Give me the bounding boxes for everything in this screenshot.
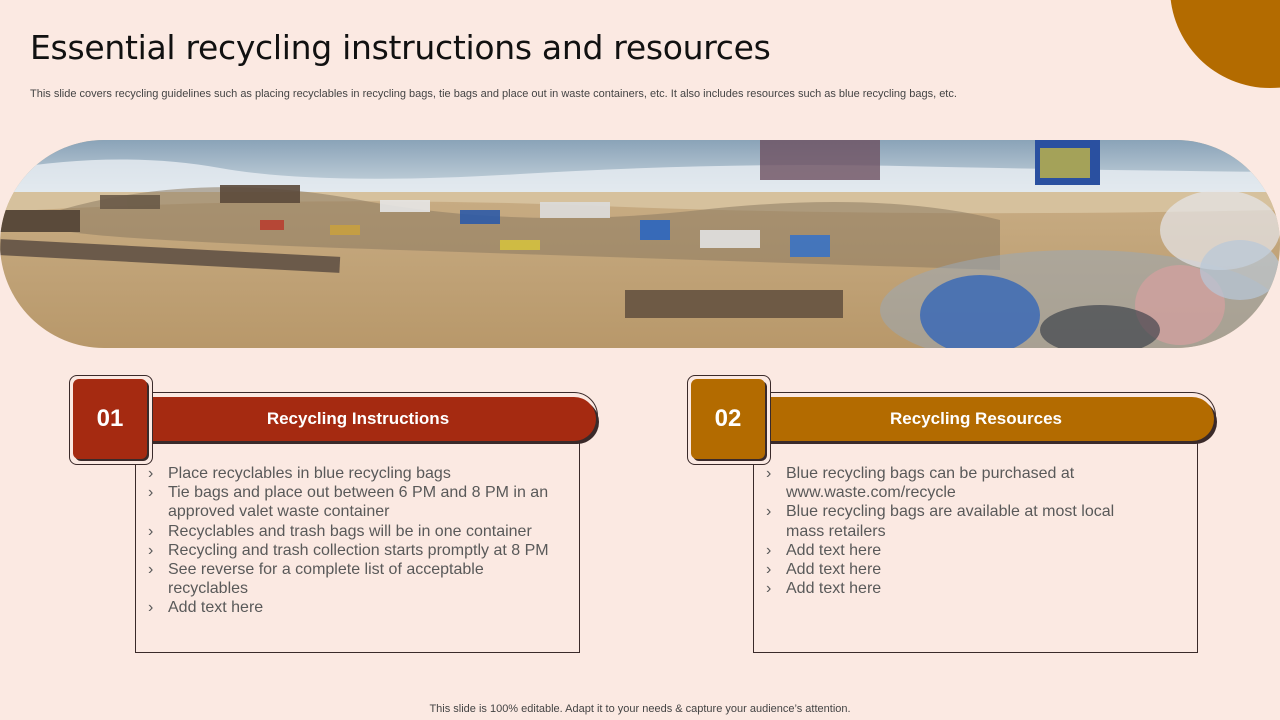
list-item: › Add text here	[148, 598, 568, 617]
list-item: › Blue recycling bags are available at most local mass retailers	[766, 502, 1126, 540]
slide-footer: This slide is 100% editable. Adapt it to your needs & capture your audience’s attention.	[429, 703, 851, 715]
slide-title: Essential recycling instructions and resources	[30, 28, 771, 67]
list-item: › Add text here	[766, 579, 1126, 598]
list-item: › Recyclables and trash bags will be in one container	[148, 522, 568, 541]
slide-subtitle: This slide covers recycling guidelines such as placing recyclables in recycling bags, tie bags and place out in waste containers, etc. It also includes resources such as blue recycling bags, etc.	[30, 88, 957, 100]
list-item: › Place recyclables in blue recycling bags	[148, 464, 568, 483]
list-item: › Recycling and trash collection starts promptly at 8 PM	[148, 541, 568, 560]
list-item: › Tie bags and place out between 6 PM and 8 PM in an approved valet waste container	[148, 483, 568, 521]
number-badge	[691, 379, 765, 459]
bullet-list	[148, 464, 568, 618]
card-heading: Recycling Instructions	[266, 409, 450, 428]
number-badge	[73, 379, 147, 459]
list-item: › Add text here	[766, 560, 1126, 579]
list-item: › See reverse for a complete list of acceptable recyclables	[148, 560, 568, 598]
bullet-list	[766, 464, 1126, 598]
decorative-corner-circle	[1170, 0, 1280, 88]
card-number: 02	[714, 405, 742, 432]
beach-litter-photo	[0, 140, 1280, 348]
card-number: 01	[96, 405, 124, 432]
list-item: › Blue recycling bags can be purchased at www.waste.com/recycle	[766, 464, 1126, 502]
card-heading-bar	[738, 397, 1214, 441]
list-item: › Add text here	[766, 541, 1126, 560]
card-heading: Recycling Resources	[890, 409, 1062, 428]
card-heading-bar	[120, 397, 596, 441]
